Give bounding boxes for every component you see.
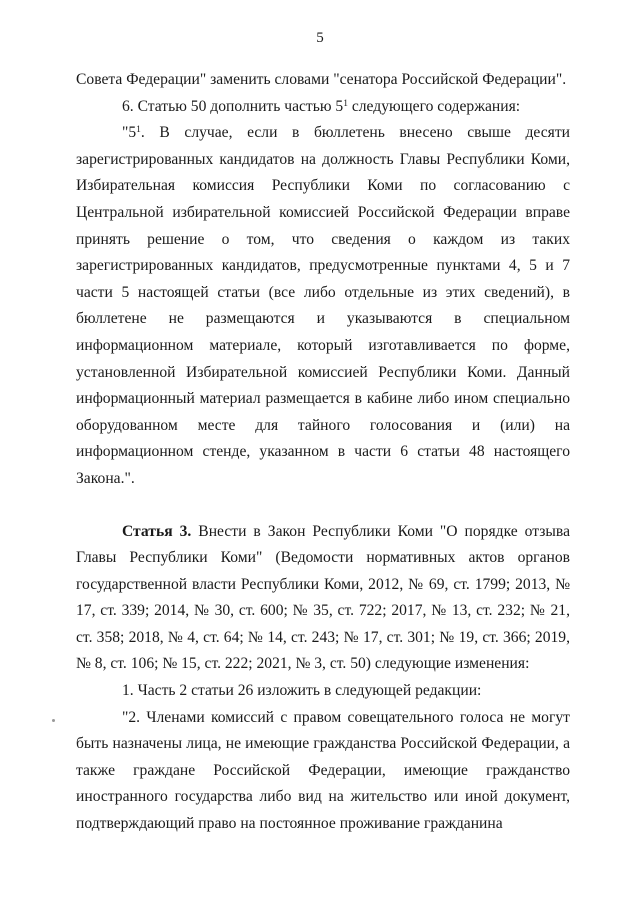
quoted-part-5-1-open: "5 (122, 124, 137, 142)
amendment-item-6-text: 6. Статью 50 дополнить частью 5 (122, 97, 344, 115)
article-3-label: Статья 3. (122, 522, 192, 540)
amendment-item-6-superscript: 1 (343, 98, 348, 109)
document-body (76, 67, 570, 838)
margin-speck (52, 719, 55, 722)
quoted-part-2: "2. Членами комиссий с правом совещательного голоса не могут быть назначены лица, не имеющие гражданства Российской Федерации, а также граждане Российской Федерации, имеющие гражданство иностранного государства либо вид на жительство или иной документ, подтверждающий право на постоянное проживание гражданина (76, 708, 570, 833)
paragraph-gap (76, 493, 570, 519)
article-3-text: Внести в Закон Республики Коми "О порядке отзыва Главы Республики Коми" (Ведомости нормативных актов органов государственной власти Республики Коми, 2012, № 69, ст. 1799; 2013, № 17, ст. 339; 2014, № 30, ст. 600; № 35, ст. 722; 2017, № 13, ст. 232; № 21, ст. 358; 2018, № 4, ст. 64; № 14, ст. 243; № 17, ст. 301; № 19, ст. 366; 2019, № 8, ст. 106; № 15, ст. 222; 2021, № 3, ст. 50) следующие изменения: (76, 522, 570, 673)
continuation-line: Совета Федерации" заменить словами "сенатора Российской Федерации". (76, 71, 567, 88)
amendment-item-6 (76, 94, 570, 121)
page-number: 5 (316, 30, 324, 46)
article-3 (76, 519, 570, 679)
quoted-part-5-1-text: . В случае, если в бюллетень внесено свыше десяти зарегистрированных кандидатов на должность Главы Республики Коми, Избирательная комиссия Республики Коми по согласованию с Центральной избирательной комиссией Российской Федерации вправе принять решение о том, что сведения о каждом из таких зарегистрированных кандидатов, предусмотренные пунктами 4, 5 и 7 части 5 настоящей статьи (все либо отдельные из этих сведений), в бюллетене не размещаются и указываются в специальном информационном материале, который изготавливается по форме, установленной Избирательной комиссией Республики Коми. Данный информационный материал размещается в кабине либо ином специально оборудованном месте для тайного голосования и (или) на информационном стенде, указанном в части 6 статьи 48 настоящего Закона.". (76, 124, 570, 487)
quoted-part-5-1-superscript: 1 (136, 125, 141, 136)
quoted-part-5-1 (76, 120, 570, 492)
amendment-item-6-tail: следующего содержания: (347, 97, 521, 115)
amendment-item-1: 1. Часть 2 статьи 26 изложить в следующей редакции: (122, 682, 482, 700)
